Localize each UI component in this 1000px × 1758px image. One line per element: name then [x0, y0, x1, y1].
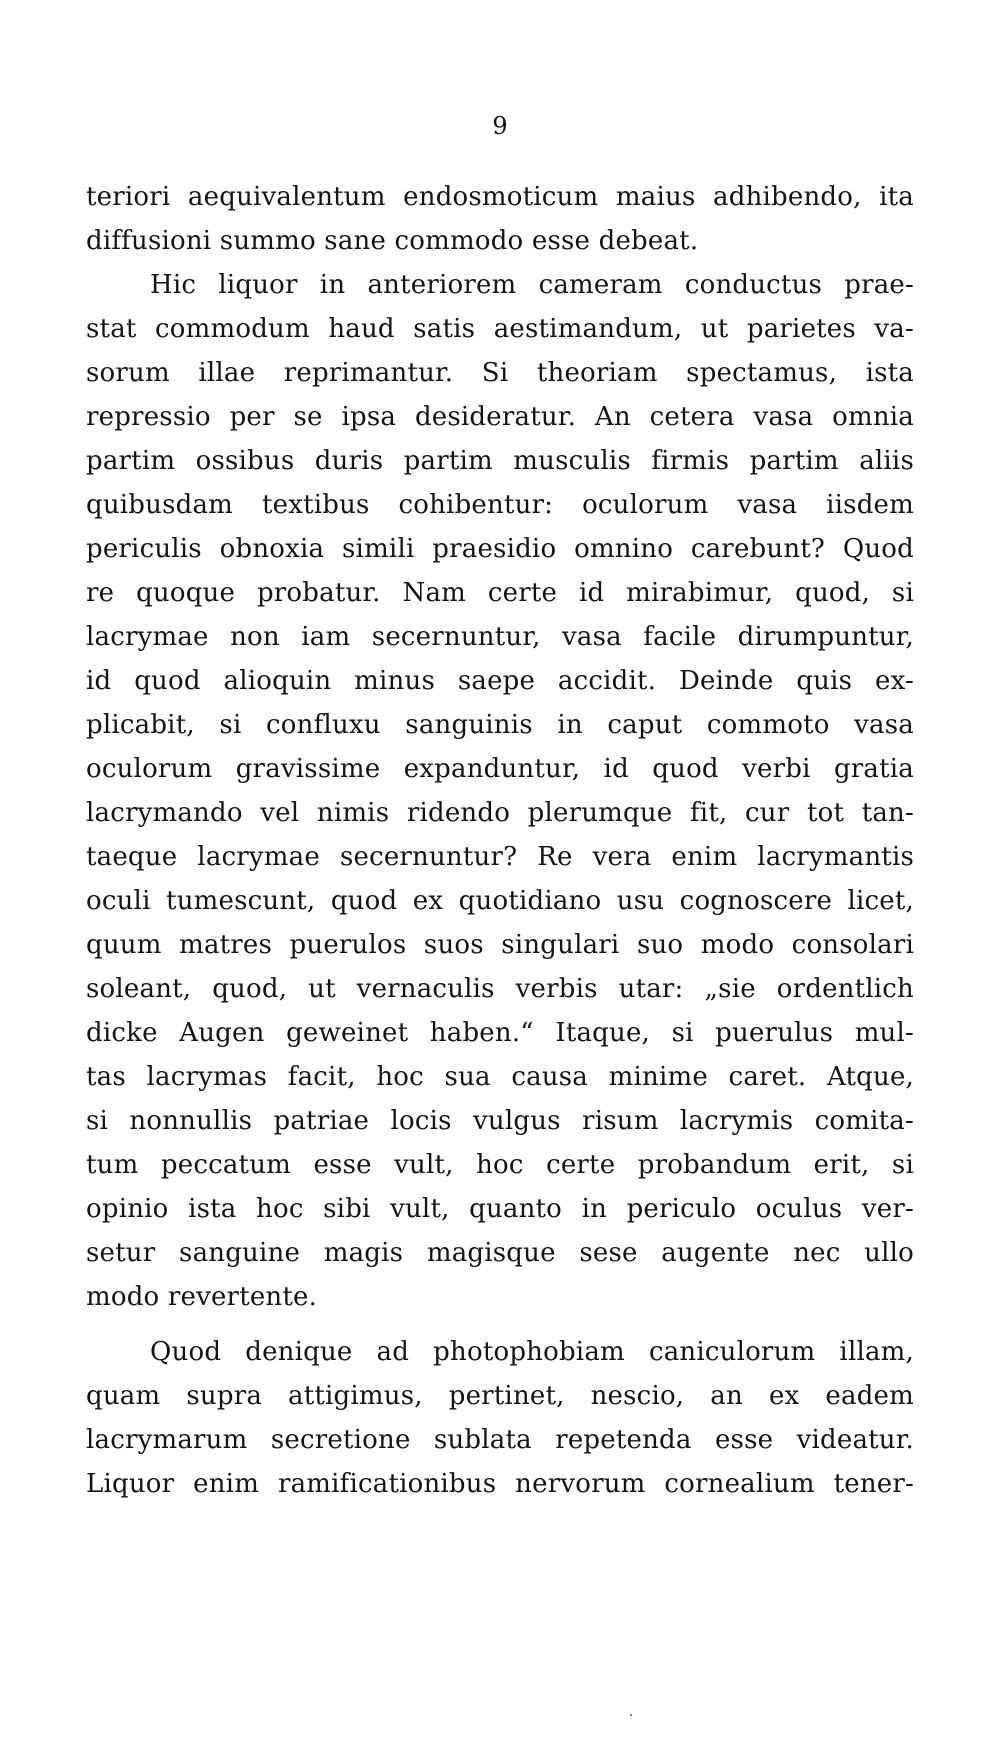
text-line: taeque lacrymae secernuntur? Re vera enim lacrymantis	[86, 842, 914, 872]
text-line: periculis obnoxia simili praesidio omnino carebunt? Quod	[86, 534, 914, 564]
text-line: plicabit, si confluxu sanguinis in caput commoto vasa	[86, 710, 914, 740]
text-line: tum peccatum esse vult, hoc certe probandum erit, si	[86, 1150, 914, 1180]
text-line: diffusioni summo sane commodo esse debeat.	[86, 226, 699, 256]
text-line: lacrymae non iam secernuntur, vasa facile dirumpuntur,	[86, 622, 914, 652]
text-line: tas lacrymas facit, hoc sua causa minime caret. Atque,	[86, 1062, 914, 1092]
text-line: lacrymarum secretione sublata repetenda esse videatur.	[86, 1425, 914, 1455]
text-line: partim ossibus duris partim musculis firmis partim aliis	[86, 446, 914, 476]
text-line: Quod denique ad photophobiam caniculorum illam,	[150, 1337, 914, 1367]
text-line: Hic liquor in anteriorem cameram conductus prae-	[150, 270, 914, 300]
text-line: Liquor enim ramificationibus nervorum cornealium tener-	[86, 1469, 914, 1499]
text-line: quibusdam textibus cohibentur: oculorum vasa iisdem	[86, 490, 914, 520]
text-line: repressio per se ipsa desideratur. An cetera vasa omnia	[86, 402, 914, 432]
text-line: teriori aequivalentum endosmoticum maius adhibendo, ita	[86, 182, 914, 212]
text-line: oculorum gravissime expanduntur, id quod verbi gratia	[86, 754, 914, 784]
text-line: modo revertente.	[86, 1282, 318, 1312]
text-line: quam supra attigimus, pertinet, nescio, an ex eadem	[86, 1381, 914, 1411]
text-line: lacrymando vel nimis ridendo plerumque fit, cur tot tan-	[86, 798, 914, 828]
text-line: re quoque probatur. Nam certe id mirabimur, quod, si	[86, 578, 914, 608]
text-line: sorum illae reprimantur. Si theoriam spectamus, ista	[86, 358, 914, 388]
text-line: soleant, quod, ut vernaculis verbis utar: „sie ordentlich	[86, 974, 914, 1004]
text-line: dicke Augen geweinet haben.“ Itaque, si puerulus mul-	[86, 1018, 914, 1048]
text-line: setur sanguine magis magisque sese augente nec ullo	[86, 1238, 914, 1268]
page-number: 9	[492, 112, 508, 140]
text-line: id quod alioquin minus saepe accidit. Deinde quis ex-	[86, 666, 914, 696]
text-line: oculi tumescunt, quod ex quotidiano usu cognoscere licet,	[86, 886, 914, 916]
text-line: si nonnullis patriae locis vulgus risum lacrymis comita-	[86, 1106, 914, 1136]
text-line: quum matres puerulos suos singulari suo modo consolari	[86, 930, 914, 960]
text-line: opinio ista hoc sibi vult, quanto in periculo oculus ver-	[86, 1194, 914, 1224]
text-line: stat commodum haud satis aestimandum, ut parietes va-	[86, 314, 914, 344]
print-speck	[630, 1714, 632, 1716]
